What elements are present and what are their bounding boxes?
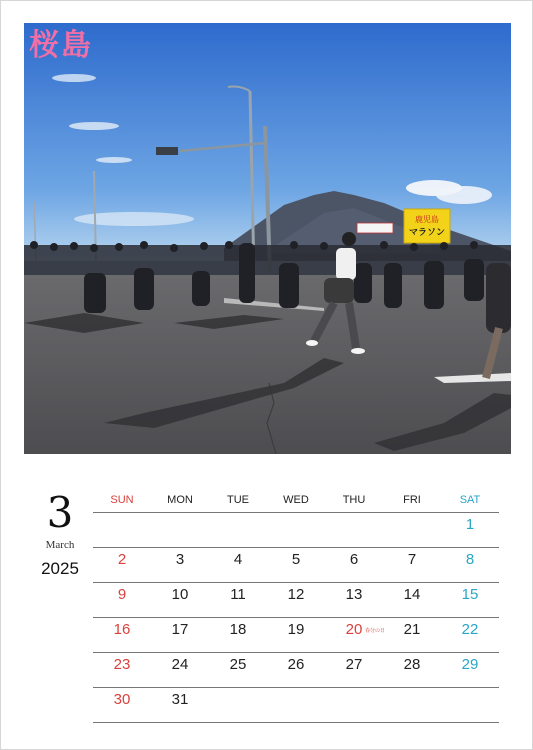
- cloud: [74, 212, 194, 226]
- weekday-fri: FRI: [403, 494, 421, 506]
- month-name: March: [45, 539, 75, 551]
- day-cell: 26: [287, 656, 305, 673]
- day-cell: 24: [171, 656, 189, 673]
- day-cell: 13: [345, 586, 363, 603]
- day-cell: 22: [461, 621, 479, 638]
- weekday-mon: MON: [167, 494, 193, 506]
- holiday-day-number: 20: [345, 621, 363, 638]
- day-cell: [267, 513, 325, 547]
- day-cell: [267, 688, 325, 722]
- weekday-sun: SUN: [110, 494, 134, 506]
- day-cell: 10: [171, 586, 189, 603]
- day-cell: [209, 513, 267, 547]
- day-cell: 25: [229, 656, 247, 673]
- day-cell: 23: [113, 656, 131, 673]
- day-cell: [383, 513, 441, 547]
- weekday-thu: THU: [342, 494, 366, 506]
- day-cell: 19: [287, 621, 305, 638]
- weekday-sat: SAT: [459, 494, 481, 506]
- day-cell: [325, 688, 383, 722]
- year: 2025: [41, 559, 79, 578]
- photo-illustration: [24, 23, 511, 454]
- day-cell: 7: [407, 551, 417, 568]
- banner-text-line2: マラソン: [408, 228, 446, 238]
- day-cell: 14: [403, 586, 421, 603]
- day-cell: 4: [233, 551, 243, 568]
- day-cell: 5: [291, 551, 301, 568]
- day-cell: 17: [171, 621, 189, 638]
- week-row: [93, 617, 499, 652]
- day-cell: [325, 513, 383, 547]
- day-cell: 28: [403, 656, 421, 673]
- day-cell: 12: [287, 586, 305, 603]
- weekday-tue: TUE: [227, 494, 249, 506]
- day-cell: 15: [461, 586, 479, 603]
- traffic-signal: [156, 147, 178, 155]
- small-sign: [357, 223, 393, 233]
- week-row: [93, 512, 499, 547]
- week-row: [93, 652, 499, 687]
- day-cell: [441, 688, 499, 722]
- day-cell: [93, 513, 151, 547]
- place-title: 桜島: [29, 28, 93, 63]
- day-cell: 1: [465, 516, 475, 533]
- day-cell: 16: [113, 621, 131, 638]
- day-cell: 31: [171, 691, 189, 708]
- day-cell: [151, 513, 209, 547]
- cloud: [96, 157, 132, 163]
- week-row: [93, 687, 499, 723]
- day-cell: [209, 688, 267, 722]
- banner-text-line1: 鹿児島: [415, 215, 439, 224]
- calendar-grid: [93, 494, 499, 723]
- day-cell: 18: [229, 621, 247, 638]
- day-cell: 27: [345, 656, 363, 673]
- holiday-label: 春分の日: [365, 628, 386, 634]
- cloud: [69, 122, 119, 130]
- cloud: [436, 186, 492, 204]
- day-cell: 9: [117, 586, 127, 603]
- day-cell: 21: [403, 621, 421, 638]
- day-cell: 3: [175, 551, 185, 568]
- day-cell: 8: [465, 551, 475, 568]
- month-number: 3: [46, 488, 74, 537]
- holiday-day-cell: [325, 618, 386, 652]
- weekday-header: [93, 494, 499, 512]
- day-cell: 2: [117, 551, 127, 568]
- weekday-wed: WED: [283, 494, 309, 506]
- day-cell: 29: [461, 656, 479, 673]
- day-cell: [383, 688, 441, 722]
- marathon-photo: [24, 23, 511, 454]
- week-row: [93, 547, 499, 582]
- week-row: [93, 582, 499, 617]
- month-block: [31, 488, 89, 579]
- day-cell: 30: [113, 691, 131, 708]
- day-cell: 11: [230, 586, 246, 603]
- day-cell: 6: [349, 551, 359, 568]
- cloud: [52, 74, 96, 82]
